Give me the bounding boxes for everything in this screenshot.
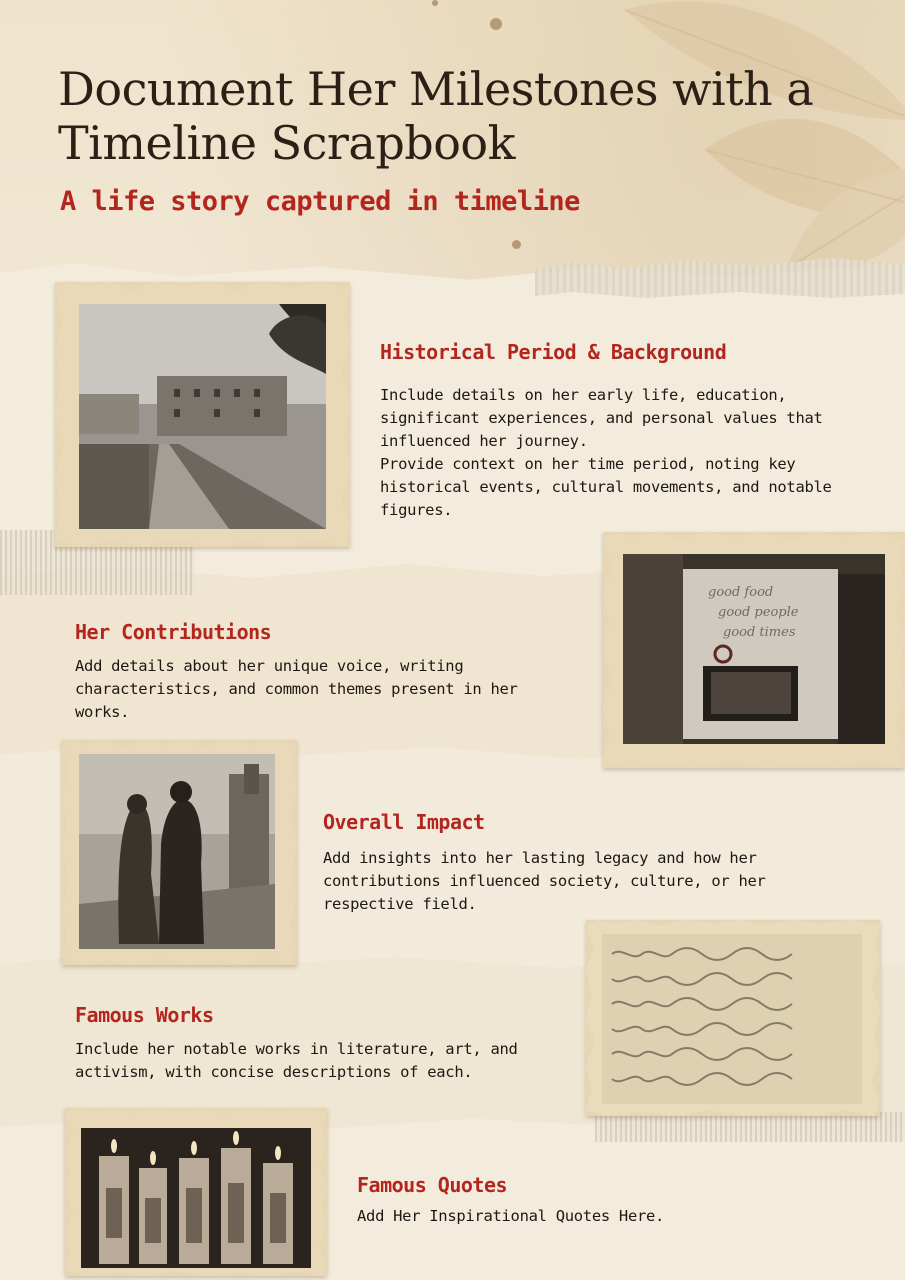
decor-dot	[512, 240, 521, 249]
section-body-famous-works: Include her notable works in literature, art, and activism, with concise descriptions of each.	[75, 1040, 518, 1081]
newsprint-scrap	[595, 1112, 905, 1142]
section-title-impact: Overall Impact	[323, 810, 485, 834]
section-title-contributions: Her Contributions	[75, 620, 272, 644]
sign-line-3: good times	[723, 625, 796, 640]
decor-dot	[490, 18, 502, 30]
handwritten-letter-photo	[586, 920, 880, 1116]
section-body-contributions: Add details about her unique voice, writing characteristics, and common themes present in her works.	[75, 657, 518, 721]
page-title: Document Her Milestones with a Timeline Scrapbook	[58, 62, 814, 170]
section-body-impact: Add insights into her lasting legacy and how her contributions influenced society, culture, or her respective field.	[323, 849, 766, 913]
couple-photo	[62, 740, 297, 965]
section-title-famous-works: Famous Works	[75, 1003, 214, 1027]
sign-line-1: good food	[708, 585, 774, 600]
section-title-famous-quotes: Famous Quotes	[357, 1173, 508, 1197]
section-body-historical: Include details on her early life, education, significant experiences, and personal values that influenced her journey. Provide context on her time period, noting key historical events, cultural movements, and notable figures.	[380, 386, 832, 519]
page-subtitle: A life story captured in timeline	[60, 186, 580, 217]
street-photo	[55, 282, 350, 547]
cafe-sign-photo	[603, 532, 905, 768]
section-body-famous-quotes: Add Her Inspirational Quotes Here.	[357, 1207, 665, 1225]
torn-strip	[535, 258, 905, 298]
candles-photo	[65, 1108, 327, 1276]
decor-dot	[432, 0, 438, 6]
sign-line-2: good people	[718, 605, 799, 620]
section-title-historical: Historical Period & Background	[380, 340, 727, 364]
